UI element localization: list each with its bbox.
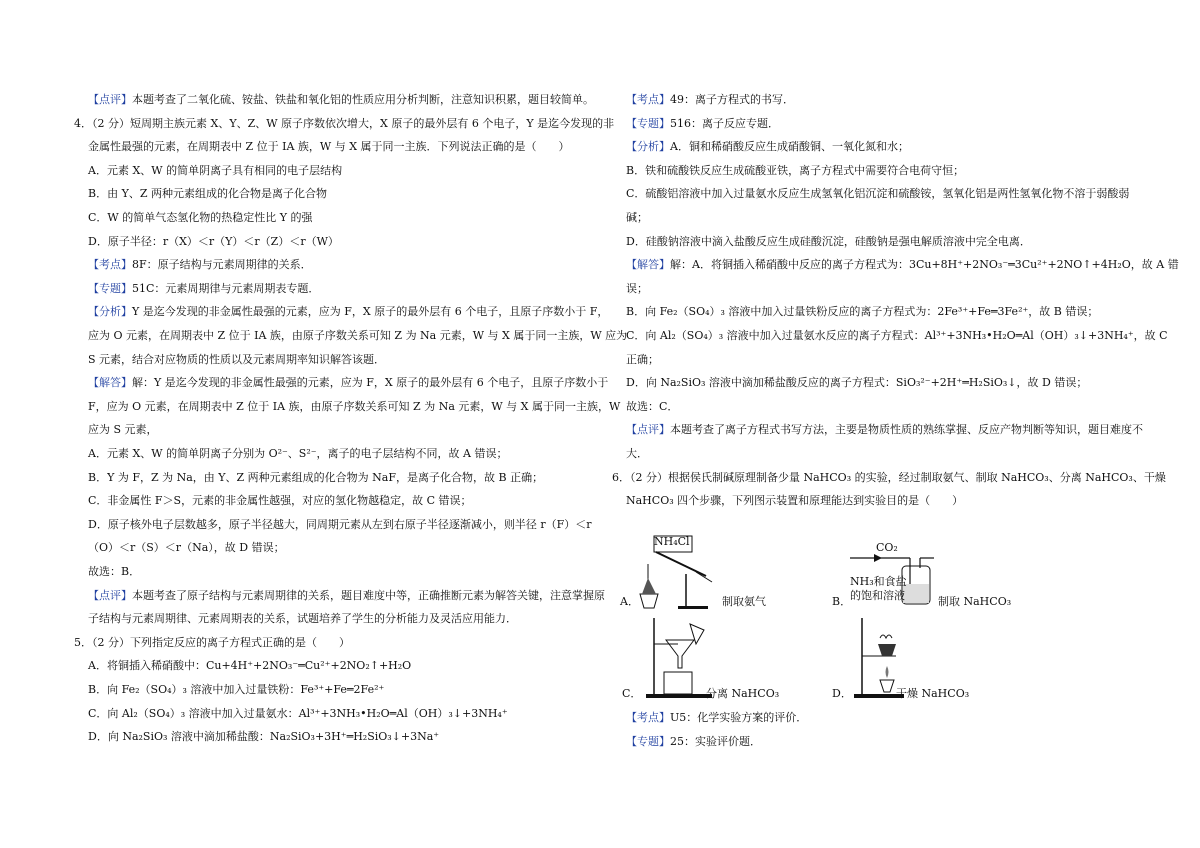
text-line [88, 682, 384, 698]
line-text: B．向 Fe₂（SO₄）₃ 溶液中加入过量铁粉反应的离子方程式为：2Fe³⁺+Fe═3Fe²⁺，故 B 错误； [626, 305, 1099, 319]
section-tag: 【专题】 [626, 116, 670, 130]
line-text: 故选：C． [626, 399, 679, 413]
line-text: 应为 O 元素，在周期表中 Z 位于 IA 族，由原子序数关系可知 Z 为 Na 元素，W 与 X 属于同一主族，W 应为 [88, 329, 628, 342]
figure-b-caption: 制取 NaHCO₃ [938, 595, 1012, 608]
line-text: Y 是迄今发现的非金属性最强的元素，应为 F，X 原子的最外层有 6 个电子，且原子序数小于 F， [132, 305, 609, 319]
line-text: C．非金属性 F＞S，元素的非金属性越强，对应的氢化物越稳定，故 C 错误； [88, 494, 472, 508]
line-text: A．将铜插入稀硝酸中：Cu+4H⁺+2NO₃⁻═Cu²⁺+2NO₂↑+H₂O [88, 659, 412, 673]
figure-b-solution-line1: NH₃和食盐 [850, 575, 907, 588]
line-text: C．向 Al₂（SO₄）₃ 溶液中加入过量氨水反应的离子方程式：Al³⁺+3NH₃•H₂O═Al（OH）₃↓+3NH₄⁺，故 C [626, 329, 1168, 342]
figure-b-gas-label: CO₂ [876, 541, 898, 554]
line-text: 本题考查了二氧化硫、铵盐、铁盐和氧化铝的性质应用分析判断，注意知识积累，题目较简单。 [132, 93, 594, 106]
text-line [626, 116, 779, 132]
line-text: 本题考查了离子方程式书写方法，主要是物质性质的熟练掌握、反应产物判断等知识，题目难度不 [670, 423, 1143, 437]
section-tag: 【点评】 [88, 93, 132, 106]
line-text: 正确； [626, 352, 659, 366]
text-line [88, 517, 591, 533]
figure-b-solution-line2: 的饱和溶液 [850, 589, 905, 602]
text-line [88, 540, 285, 556]
section-tag: 【分析】 [626, 140, 670, 154]
text-line [88, 564, 140, 580]
text-line [88, 658, 411, 674]
text-line [88, 352, 385, 368]
text-line [88, 611, 517, 627]
text-line [88, 729, 439, 745]
text-line [88, 139, 570, 155]
line-text: （O）＜r（S）＜r（Na），故 D 错误； [88, 541, 285, 555]
section-tag: 【分析】 [88, 305, 132, 319]
line-text: S 元素，结合对应物质的性质以及元素周期率知识解答该题． [88, 352, 386, 366]
figure-a-ammonia-apparatus [636, 534, 726, 614]
text-line [88, 257, 312, 273]
text-line [626, 163, 964, 179]
line-text: C．向 Al₂（SO₄）₃ 溶液中加入过量氨水：Al³⁺+3NH₃•H₂O═Al（OH）₃↓+3NH₄⁺ [88, 706, 508, 720]
text-line [88, 493, 472, 509]
text-line [612, 470, 1166, 486]
line-text: F，应为 O 元素，在周期表中 Z 位于 IA 族，由原子序数关系可知 Z 为 Na 元素，W 与 X 属于同一主族，W [88, 399, 621, 413]
section-tag: 【专题】 [626, 734, 670, 748]
line-text: C．W 的简单气态氢化物的热稳定性比 Y 的强 [88, 211, 313, 224]
line-text: B．Y 为 F，Z 为 Na，由 Y、Z 两种元素组成的化合物为 NaF，是离子化合物，故 B 正确； [88, 470, 544, 484]
text-line [626, 422, 1143, 438]
figure-c-option: C． [622, 687, 642, 700]
line-text: D．向 Na₂SiO₃ 溶液中滴加稀盐酸：Na₂SiO₃+3H⁺═H₂SiO₃↓+3Na⁺ [88, 730, 440, 744]
line-text: B．由 Y、Z 两种元素组成的化合物是离子化合物 [88, 187, 327, 201]
section-tag: 【点评】 [88, 588, 132, 602]
line-text: 解：A．将铜插入稀硝酸中反应的离子方程式为：3Cu+8H⁺+2NO₃⁻═3Cu²⁺+2NO↑+4H₂O，故 A 错 [670, 258, 1179, 272]
figure-a-option: A． [620, 595, 639, 608]
line-text: 51C：元素周期律与元素周期表专题． [132, 281, 320, 295]
line-text: D．向 Na₂SiO₃ 溶液中滴加稀盐酸反应的离子方程式：SiO₃²⁻+2H⁺═H₂SiO₃↓，故 D 错误； [626, 376, 1088, 390]
line-text: B．铁和硫酸铁反应生成硫酸亚铁，离子方程式中需要符合电荷守恒； [626, 163, 965, 177]
line-text: A．元素 X、W 的简单阴离子具有相同的电子层结构 [88, 163, 343, 177]
text-line [626, 375, 1087, 391]
line-text: 大． [626, 447, 648, 460]
text-line [88, 210, 312, 226]
line-text: 碱； [626, 211, 648, 224]
line-text: 本题考查了原子结构与元素周期律的关系，题目难度中等，正确推断元素为解答关键，注意掌握原 [132, 588, 605, 602]
text-line [88, 588, 605, 604]
figure-c-caption: 分离 NaHCO₃ [706, 687, 780, 700]
text-line [626, 446, 648, 462]
line-text: D．原子半径：r（X）＜r（Y）＜r（Z）＜r（W） [88, 234, 339, 248]
line-text: D．硅酸钠溶液中滴入盐酸反应生成硅酸沉淀，硅酸钠是强电解质溶液中完全电离． [626, 234, 1031, 248]
text-line [88, 92, 594, 108]
line-text: 解：Y 是迄今发现的非金属性最强的元素，应为 F，X 原子的最外层有 6 个电子，且原子序数小于 [132, 376, 609, 390]
line-text: A．铜和稀硝酸反应生成硝酸铜、一氧化氮和水； [670, 140, 909, 154]
section-tag: 【考点】 [88, 258, 132, 272]
line-text: U5：化学实验方案的评价． [670, 711, 808, 724]
figure-b-option: B． [832, 595, 852, 608]
text-line [88, 281, 319, 297]
line-text: 8F：原子结构与元素周期律的关系． [132, 258, 312, 272]
text-line [626, 257, 1179, 273]
figure-d-caption: 干燥 NaHCO₃ [896, 687, 970, 700]
text-line [626, 139, 909, 155]
figure-a-chem-label: NH₄Cl [654, 535, 690, 548]
text-line [626, 328, 1168, 344]
figure-a-caption: 制取氨气 [722, 595, 766, 608]
text-line [626, 92, 794, 108]
text-line [74, 635, 350, 651]
line-text: 金属性最强的元素，在周期表中 Z 位于 IA 族，W 与 X 属于同一主族．下列说法正确的是（ ） [88, 140, 570, 154]
text-line [626, 352, 659, 368]
text-line [626, 734, 761, 750]
line-text: 25：实验评价题． [670, 734, 761, 748]
line-text: 应为 S 元素， [88, 423, 158, 437]
text-line [88, 375, 608, 391]
figure-d-option: D． [832, 687, 852, 700]
text-line [88, 186, 327, 202]
line-text: 误； [626, 281, 648, 295]
text-line [88, 328, 627, 344]
line-text: D．原子核外电子层数越多，原子半径越大，同周期元素从左到右原子半径逐渐减小，则半径 r（F）＜r [88, 517, 592, 531]
line-text: 4．（2 分）短周期主族元素 X、Y、Z、W 原子序数依次增大，X 原子的最外层有 6 个电子，Y 是迄今发现的非 [74, 116, 615, 130]
text-line [626, 710, 807, 726]
text-line [88, 470, 543, 486]
line-text: 子结构与元素周期律、元素周期表的关系，试题培养了学生的分析能力及灵活应用能力． [88, 612, 517, 626]
text-line [626, 186, 1129, 202]
line-text: NaHCO₃ 四个步骤，下列图示装置和原理能达到实验目的是（ ） [626, 494, 964, 508]
text-line [626, 234, 1031, 250]
text-line [88, 446, 508, 462]
section-tag: 【考点】 [626, 93, 670, 106]
text-line [626, 281, 648, 297]
text-line [88, 234, 339, 250]
line-text: 49：离子方程式的书写． [670, 93, 794, 106]
section-tag: 【考点】 [626, 711, 670, 724]
line-text: A．元素 X、W 的简单阴离子分别为 O²⁻、S²⁻，离子的电子层结构不同，故 A 错误； [88, 447, 508, 460]
text-line [626, 210, 648, 226]
text-line [626, 493, 963, 509]
line-text: B．向 Fe₂（SO₄）₃ 溶液中加入过量铁粉：Fe³⁺+Fe═2Fe²⁺ [88, 683, 385, 696]
section-tag: 【解答】 [88, 376, 132, 390]
line-text: 5．（2 分）下列指定反应的离子方程式正确的是（ ） [74, 635, 350, 649]
text-line [626, 399, 678, 415]
text-line [88, 399, 620, 415]
text-line [626, 304, 1098, 320]
figure-b-bottle [850, 541, 940, 608]
text-line [88, 304, 608, 320]
line-text: 故选：B． [88, 565, 141, 578]
line-text: 6．（2 分）根据侯氏制碱原理制备少量 NaHCO₃ 的实验，经过制取氨气、制取 NaHCO₃、分离 NaHCO₃、干燥 [612, 470, 1166, 484]
text-line [88, 422, 158, 438]
section-tag: 【专题】 [88, 281, 132, 295]
text-line [88, 706, 508, 722]
line-text: C．硫酸铝溶液中加入过量氨水反应生成氢氧化铝沉淀和硫酸铵，氢氧化铝是两性氢氧化物不溶于弱酸弱 [626, 187, 1130, 201]
section-tag: 【点评】 [626, 423, 670, 437]
section-tag: 【解答】 [626, 258, 670, 272]
text-line [88, 163, 342, 179]
text-line [74, 116, 614, 132]
line-text: 516：离子反应专题． [670, 116, 779, 130]
